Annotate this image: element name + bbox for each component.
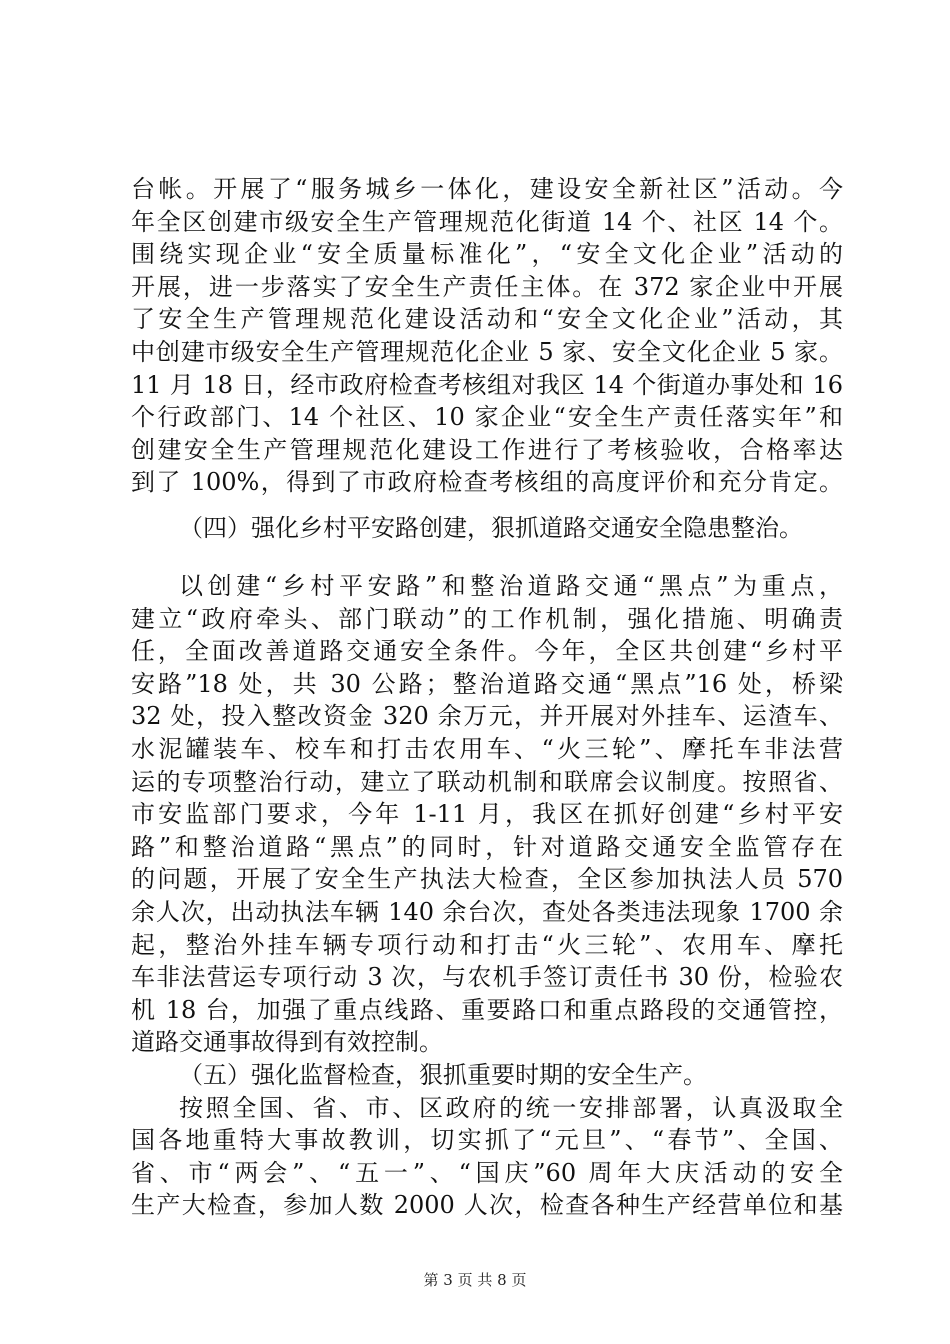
text-line: 了安全生产管理规范化建设活动和“安全文化企业”活动，其 bbox=[131, 305, 843, 334]
section-heading: （五）强化监督检查，狠抓重要时期的安全生产。 bbox=[179, 1060, 707, 1089]
text-line: 台帐。开展了“服务城乡一体化，建设安全新社区”活动。今 bbox=[131, 175, 843, 203]
text-line: 按照全国、省、市、区政府的统一安排部署，认真汲取全 bbox=[179, 1093, 843, 1122]
text-line: 余人次，出动执法车辆 140 余台次，查处各类违法现象 1700 余 bbox=[131, 897, 843, 926]
text-line: 建立“政府牵头、部门联动”的工作机制，强化措施、明确责 bbox=[131, 604, 843, 633]
text-line: 年全区创建市级安全生产管理规范化街道 14 个、社区 14 个。 bbox=[131, 207, 843, 236]
text-line: 安路”18 处，共 30 公路；整治道路交通“黑点”16 处，桥梁 bbox=[131, 669, 843, 698]
text-line: 省、市“两会”、“五一”、“国庆”60 周年大庆活动的安全 bbox=[131, 1158, 843, 1187]
text-line: 的问题，开展了安全生产执法大检查，全区参加执法人员 570 bbox=[131, 865, 843, 894]
text-line: 围绕实现企业“安全质量标准化”，“安全文化企业”活动的 bbox=[131, 240, 843, 269]
text-line: 路”和整治道路“黑点”的同时，针对道路交通安全监管存在 bbox=[131, 832, 843, 861]
text-line: 11 月 18 日，经市政府检查考核组对我区 14 个街道办事处和 16 bbox=[131, 370, 843, 399]
text-line: 到了 100%，得到了市政府检查考核组的高度评价和充分肯定。 bbox=[131, 468, 843, 497]
text-line: 国各地重特大事故教训，切实抓了“元旦”、“春节”、全国、 bbox=[131, 1126, 843, 1155]
text-line: 生产大检查，参加人数 2000 人次，检查各种生产经营单位和基 bbox=[131, 1191, 843, 1220]
section-heading-4 bbox=[131, 512, 843, 545]
paragraph-safety-standardization bbox=[131, 173, 843, 499]
text-line: 中创建市级安全生产管理规范化企业 5 家、安全文化企业 5 家。 bbox=[131, 337, 843, 366]
paragraph-road-safety bbox=[131, 570, 843, 1222]
text-line: 32 处，投入整改资金 320 余万元，并开展对外挂车、运渣车、 bbox=[131, 702, 843, 731]
text-line: 起，整治外挂车辆专项行动和打击“火三轮”、农用车、摩托 bbox=[131, 930, 843, 959]
text-line: 车非法营运专项行动 3 次，与农机手签订责任书 30 份，检验农 bbox=[131, 963, 843, 992]
text-line: 以创建“乡村平安路”和整治道路交通“黑点”为重点， bbox=[179, 572, 843, 600]
text-line: 创建安全生产管理规范化建设工作进行了考核验收，合格率达 bbox=[131, 435, 843, 464]
text-line: 个行政部门、14 个社区、10 家企业“安全生产责任落实年”和 bbox=[131, 403, 843, 432]
text-line: 道路交通事故得到有效控制。 bbox=[131, 1028, 443, 1057]
text-line: 开展，进一步落实了安全生产责任主体。在 372 家企业中开展 bbox=[131, 272, 843, 301]
text-line: 任，全面改善道路交通安全条件。今年，全区共创建“乡村平 bbox=[131, 637, 843, 666]
text-line: 运的专项整治行动，建立了联动机制和联席会议制度。按照省、 bbox=[131, 767, 843, 796]
text-line: 市安监部门要求，今年 1-11 月，我区在抓好创建“乡村平安 bbox=[131, 800, 843, 829]
text-line: 机 18 台，加强了重点线路、重要路口和重点路段的交通管控， bbox=[131, 995, 843, 1024]
text-line: 水泥罐装车、校车和打击农用车、“火三轮”、摩托车非法营 bbox=[131, 734, 843, 763]
page-footer: 第 3 页 共 8 页 bbox=[423, 1271, 527, 1289]
section-heading: （四）强化乡村平安路创建，狠抓道路交通安全隐患整治。 bbox=[179, 514, 803, 542]
